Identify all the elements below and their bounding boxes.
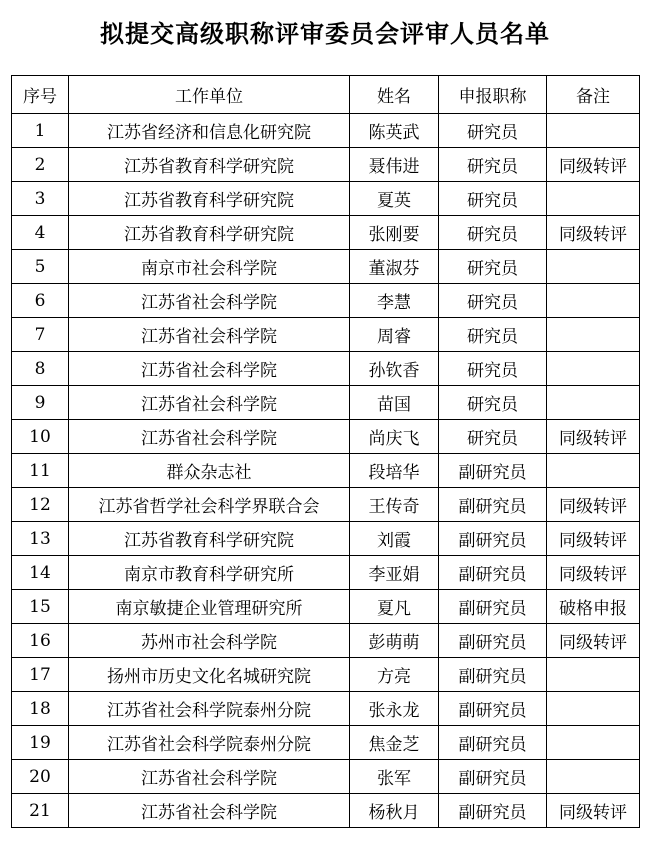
cell-applied-title: 研究员 [439, 284, 547, 318]
table-row [12, 386, 640, 420]
table-row [12, 284, 640, 318]
cell-name: 张永龙 [350, 692, 439, 726]
header-remarks: 备注 [547, 76, 640, 114]
cell-serial-number: 12 [12, 488, 69, 522]
cell-serial-number: 16 [12, 624, 69, 658]
cell-work-unit: 南京市教育科学研究所 [69, 556, 350, 590]
cell-applied-title: 研究员 [439, 216, 547, 250]
cell-work-unit: 江苏省教育科学研究院 [69, 148, 350, 182]
cell-name: 陈英武 [350, 114, 439, 148]
cell-remarks [547, 386, 640, 420]
cell-remarks [547, 318, 640, 352]
cell-work-unit: 江苏省社会科学院泰州分院 [69, 726, 350, 760]
cell-name: 彭萌萌 [350, 624, 439, 658]
cell-serial-number: 8 [12, 352, 69, 386]
cell-remarks [547, 352, 640, 386]
cell-remarks: 同级转评 [547, 488, 640, 522]
cell-name: 段培华 [350, 454, 439, 488]
cell-serial-number: 2 [12, 148, 69, 182]
cell-name: 张军 [350, 760, 439, 794]
cell-work-unit: 江苏省社会科学院 [69, 794, 350, 828]
cell-remarks [547, 658, 640, 692]
table-row [12, 488, 640, 522]
cell-serial-number: 1 [12, 114, 69, 148]
cell-remarks: 同级转评 [547, 794, 640, 828]
cell-applied-title: 副研究员 [439, 760, 547, 794]
cell-applied-title: 副研究员 [439, 794, 547, 828]
table-row [12, 658, 640, 692]
cell-name: 周睿 [350, 318, 439, 352]
cell-serial-number: 4 [12, 216, 69, 250]
cell-remarks: 同级转评 [547, 420, 640, 454]
cell-name: 焦金芝 [350, 726, 439, 760]
cell-serial-number: 10 [12, 420, 69, 454]
table-row [12, 216, 640, 250]
cell-name: 李亚娟 [350, 556, 439, 590]
table-row [12, 692, 640, 726]
table-row [12, 522, 640, 556]
cell-serial-number: 21 [12, 794, 69, 828]
cell-applied-title: 研究员 [439, 114, 547, 148]
cell-work-unit: 江苏省社会科学院 [69, 420, 350, 454]
cell-serial-number: 15 [12, 590, 69, 624]
cell-applied-title: 研究员 [439, 250, 547, 284]
table-row [12, 318, 640, 352]
table-row [12, 590, 640, 624]
table-row [12, 352, 640, 386]
cell-name: 夏英 [350, 182, 439, 216]
cell-remarks: 同级转评 [547, 556, 640, 590]
table-row [12, 556, 640, 590]
cell-work-unit: 江苏省社会科学院 [69, 352, 350, 386]
cell-work-unit: 江苏省教育科学研究院 [69, 182, 350, 216]
cell-serial-number: 14 [12, 556, 69, 590]
cell-serial-number: 13 [12, 522, 69, 556]
cell-work-unit: 苏州市社会科学院 [69, 624, 350, 658]
header-serial-number: 序号 [12, 76, 69, 114]
cell-work-unit: 江苏省经济和信息化研究院 [69, 114, 350, 148]
cell-serial-number: 20 [12, 760, 69, 794]
table-row [12, 250, 640, 284]
header-name: 姓名 [350, 76, 439, 114]
cell-name: 尚庆飞 [350, 420, 439, 454]
candidate-table [11, 75, 640, 828]
cell-remarks [547, 182, 640, 216]
table-row [12, 420, 640, 454]
cell-serial-number: 19 [12, 726, 69, 760]
table-row [12, 760, 640, 794]
cell-applied-title: 研究员 [439, 352, 547, 386]
document-title: 拟提交高级职称评审委员会评审人员名单 [100, 19, 550, 48]
cell-name: 聂伟进 [350, 148, 439, 182]
cell-remarks [547, 284, 640, 318]
cell-work-unit: 江苏省社会科学院 [69, 284, 350, 318]
cell-work-unit: 江苏省社会科学院 [69, 318, 350, 352]
table-row [12, 182, 640, 216]
cell-serial-number: 6 [12, 284, 69, 318]
cell-work-unit: 江苏省社会科学院 [69, 386, 350, 420]
cell-name: 王传奇 [350, 488, 439, 522]
cell-applied-title: 副研究员 [439, 624, 547, 658]
cell-applied-title: 研究员 [439, 318, 547, 352]
table-row [12, 114, 640, 148]
cell-serial-number: 11 [12, 454, 69, 488]
header-work-unit: 工作单位 [69, 76, 350, 114]
cell-name: 夏凡 [350, 590, 439, 624]
cell-work-unit: 南京敏捷企业管理研究所 [69, 590, 350, 624]
cell-remarks: 同级转评 [547, 216, 640, 250]
table-header [12, 76, 640, 114]
cell-remarks [547, 760, 640, 794]
cell-applied-title: 副研究员 [439, 454, 547, 488]
table-row [12, 454, 640, 488]
cell-name: 李慧 [350, 284, 439, 318]
cell-work-unit: 扬州市历史文化名城研究院 [69, 658, 350, 692]
cell-applied-title: 研究员 [439, 386, 547, 420]
cell-applied-title: 副研究员 [439, 658, 547, 692]
table-row [12, 794, 640, 828]
cell-work-unit: 江苏省社会科学院泰州分院 [69, 692, 350, 726]
cell-applied-title: 副研究员 [439, 590, 547, 624]
cell-name: 杨秋月 [350, 794, 439, 828]
cell-applied-title: 副研究员 [439, 726, 547, 760]
cell-applied-title: 研究员 [439, 148, 547, 182]
cell-applied-title: 副研究员 [439, 556, 547, 590]
cell-remarks [547, 250, 640, 284]
cell-remarks: 破格申报 [547, 590, 640, 624]
cell-serial-number: 3 [12, 182, 69, 216]
cell-remarks: 同级转评 [547, 624, 640, 658]
cell-work-unit: 江苏省社会科学院 [69, 760, 350, 794]
cell-name: 张刚要 [350, 216, 439, 250]
cell-name: 刘霞 [350, 522, 439, 556]
cell-serial-number: 9 [12, 386, 69, 420]
cell-serial-number: 17 [12, 658, 69, 692]
cell-work-unit: 江苏省哲学社会科学界联合会 [69, 488, 350, 522]
cell-remarks [547, 726, 640, 760]
header-applied-title: 申报职称 [439, 76, 547, 114]
cell-remarks: 同级转评 [547, 522, 640, 556]
cell-work-unit: 江苏省教育科学研究院 [69, 522, 350, 556]
cell-remarks [547, 454, 640, 488]
cell-remarks [547, 114, 640, 148]
cell-remarks [547, 692, 640, 726]
cell-applied-title: 研究员 [439, 182, 547, 216]
cell-name: 孙钦香 [350, 352, 439, 386]
cell-serial-number: 7 [12, 318, 69, 352]
cell-applied-title: 研究员 [439, 420, 547, 454]
cell-work-unit: 南京市社会科学院 [69, 250, 350, 284]
table-row [12, 624, 640, 658]
cell-applied-title: 副研究员 [439, 488, 547, 522]
cell-name: 董淑芬 [350, 250, 439, 284]
cell-remarks: 同级转评 [547, 148, 640, 182]
cell-work-unit: 群众杂志社 [69, 454, 350, 488]
cell-name: 苗国 [350, 386, 439, 420]
cell-serial-number: 5 [12, 250, 69, 284]
table-body [12, 114, 640, 828]
header-row [12, 76, 640, 114]
table-row [12, 726, 640, 760]
cell-name: 方亮 [350, 658, 439, 692]
cell-applied-title: 副研究员 [439, 522, 547, 556]
table-row [12, 148, 640, 182]
cell-applied-title: 副研究员 [439, 692, 547, 726]
cell-work-unit: 江苏省教育科学研究院 [69, 216, 350, 250]
cell-serial-number: 18 [12, 692, 69, 726]
